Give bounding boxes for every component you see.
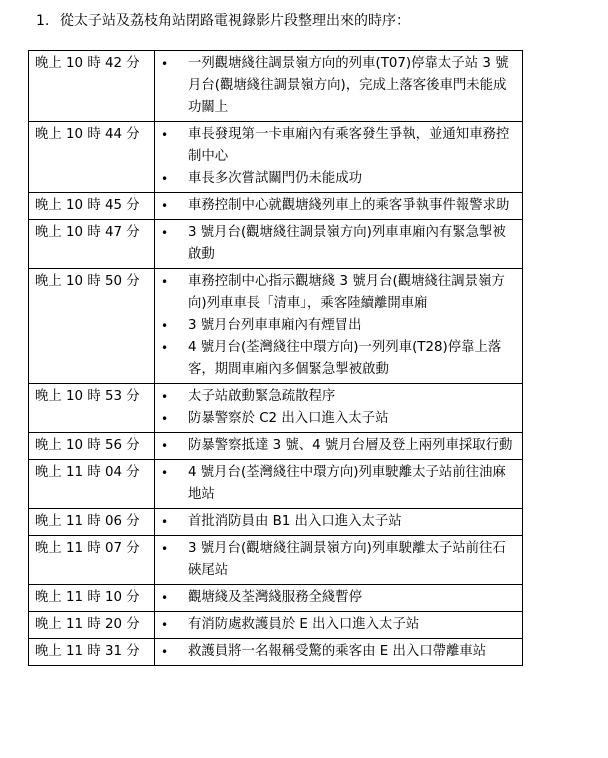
events-cell: [155, 639, 523, 666]
timeline-row: [29, 269, 523, 384]
time-cell: 晚上 10 時 50 分: [29, 269, 155, 384]
event-item: [161, 408, 514, 430]
event-item: [161, 435, 514, 457]
event-item: [161, 315, 514, 337]
event-list: [161, 271, 514, 381]
event-text: 有消防處救護員於 E 出入口進入太子站: [188, 617, 420, 632]
timeline-row: [29, 384, 523, 433]
heading-number: 1.: [36, 13, 50, 29]
event-text: 防暴警察抵達 3 號、4 號月台層及登上兩列車採取行動: [188, 438, 513, 453]
bullet-icon: •: [161, 591, 169, 605]
time-cell: 晚上 10 時 47 分: [29, 220, 155, 269]
time-cell: 晚上 11 時 06 分: [29, 509, 155, 536]
timeline-row: [29, 460, 523, 509]
event-list: [161, 386, 514, 430]
time-cell: 晚上 11 時 04 分: [29, 460, 155, 509]
event-text: 車長多次嘗試關門仍未能成功: [188, 171, 363, 186]
events-cell: [155, 122, 523, 193]
event-text: 防暴警察於 C2 出入口進入太子站: [188, 411, 389, 426]
timeline-table: [28, 50, 523, 666]
timeline-row: [29, 509, 523, 536]
bullet-icon: •: [161, 172, 169, 186]
timeline-row: [29, 585, 523, 612]
events-cell: [155, 460, 523, 509]
event-text: 4 號月台(荃灣綫往中環方向)一列列車(T28)停靠上落客，期間車廂內多個緊急掣被啟動: [188, 340, 502, 377]
timeline-row: [29, 122, 523, 193]
bullet-icon: •: [161, 412, 169, 426]
event-item: [161, 168, 514, 190]
timeline-row: [29, 193, 523, 220]
time-cell: 晚上 11 時 31 分: [29, 639, 155, 666]
event-list: [161, 222, 514, 266]
event-text: 車長發現第一卡車廂內有乘客發生爭執，並通知車務控制中心: [188, 127, 510, 164]
events-cell: [155, 51, 523, 122]
section-heading: [36, 10, 410, 32]
timeline-row: [29, 612, 523, 639]
event-item: [161, 587, 514, 609]
event-list: [161, 124, 514, 190]
time-cell: 晚上 10 時 45 分: [29, 193, 155, 220]
heading-text: 從太子站及荔枝角站閉路電視錄影片段整理出來的時序：: [60, 13, 410, 29]
events-cell: [155, 384, 523, 433]
bullet-icon: •: [161, 226, 169, 240]
event-text: 4 號月台(荃灣綫往中環方向)列車駛離太子站前往油麻地站: [188, 465, 506, 502]
time-cell: 晚上 10 時 53 分: [29, 384, 155, 433]
bullet-icon: •: [161, 199, 169, 213]
bullet-icon: •: [161, 542, 169, 556]
event-item: [161, 641, 514, 663]
bullet-icon: •: [161, 390, 169, 404]
time-cell: 晚上 11 時 07 分: [29, 536, 155, 585]
events-cell: [155, 193, 523, 220]
events-cell: [155, 220, 523, 269]
event-item: [161, 337, 514, 381]
bullet-icon: •: [161, 466, 169, 480]
event-text: 觀塘綫及荃灣綫服務全綫暫停: [188, 590, 363, 605]
event-list: [161, 641, 514, 663]
time-cell: 晚上 10 時 56 分: [29, 433, 155, 460]
event-text: 3 號月台(觀塘綫往調景嶺方向)列車駛離太子站前往石硤尾站: [188, 541, 506, 578]
event-list: [161, 587, 514, 609]
event-text: 太子站啟動緊急疏散程序: [188, 389, 336, 404]
bullet-icon: •: [161, 439, 169, 453]
event-item: [161, 271, 514, 315]
time-cell: 晚上 10 時 42 分: [29, 51, 155, 122]
event-text: 車務控制中心就觀塘綫列車上的乘客爭執事件報警求助: [188, 198, 510, 213]
event-text: 車務控制中心指示觀塘綫 3 號月台(觀塘綫往調景嶺方向)列車車長「清車」，乘客陸續離開車廂: [188, 274, 505, 311]
bullet-icon: •: [161, 341, 169, 355]
events-cell: [155, 433, 523, 460]
bullet-icon: •: [161, 515, 169, 529]
events-cell: [155, 536, 523, 585]
event-item: [161, 195, 514, 217]
time-cell: 晚上 11 時 10 分: [29, 585, 155, 612]
timeline-row: [29, 433, 523, 460]
timeline-row: [29, 536, 523, 585]
event-text: 3 號月台列車車廂內有煙冒出: [188, 318, 362, 333]
event-list: [161, 195, 514, 217]
event-list: [161, 511, 514, 533]
bullet-icon: •: [161, 645, 169, 659]
event-item: [161, 538, 514, 582]
event-text: 3 號月台(觀塘綫往調景嶺方向)列車車廂內有緊急掣被啟動: [188, 225, 506, 262]
event-item: [161, 462, 514, 506]
event-item: [161, 53, 514, 119]
events-cell: [155, 269, 523, 384]
events-cell: [155, 612, 523, 639]
bullet-icon: •: [161, 618, 169, 632]
event-item: [161, 386, 514, 408]
event-item: [161, 511, 514, 533]
timeline-row: [29, 220, 523, 269]
event-item: [161, 614, 514, 636]
event-item: [161, 124, 514, 168]
event-text: 一列觀塘綫往調景嶺方向的列車(T07)停靠太子站 3 號月台(觀塘綫往調景嶺方向)，完成上落客後車門未能成功關上: [188, 56, 509, 115]
event-list: [161, 614, 514, 636]
event-list: [161, 538, 514, 582]
time-cell: 晚上 11 時 20 分: [29, 612, 155, 639]
timeline-body: [29, 51, 523, 666]
bullet-icon: •: [161, 275, 169, 289]
bullet-icon: •: [161, 319, 169, 333]
event-list: [161, 462, 514, 506]
time-cell: 晚上 10 時 44 分: [29, 122, 155, 193]
events-cell: [155, 509, 523, 536]
bullet-icon: •: [161, 57, 169, 71]
bullet-icon: •: [161, 128, 169, 142]
event-list: [161, 53, 514, 119]
event-list: [161, 435, 514, 457]
event-text: 首批消防員由 B1 出入口進入太子站: [188, 514, 402, 529]
event-item: [161, 222, 514, 266]
event-text: 救護員將一名報稱受驚的乘客由 E 出入口帶離車站: [188, 644, 487, 659]
events-cell: [155, 585, 523, 612]
timeline-row: [29, 639, 523, 666]
timeline-row: [29, 51, 523, 122]
